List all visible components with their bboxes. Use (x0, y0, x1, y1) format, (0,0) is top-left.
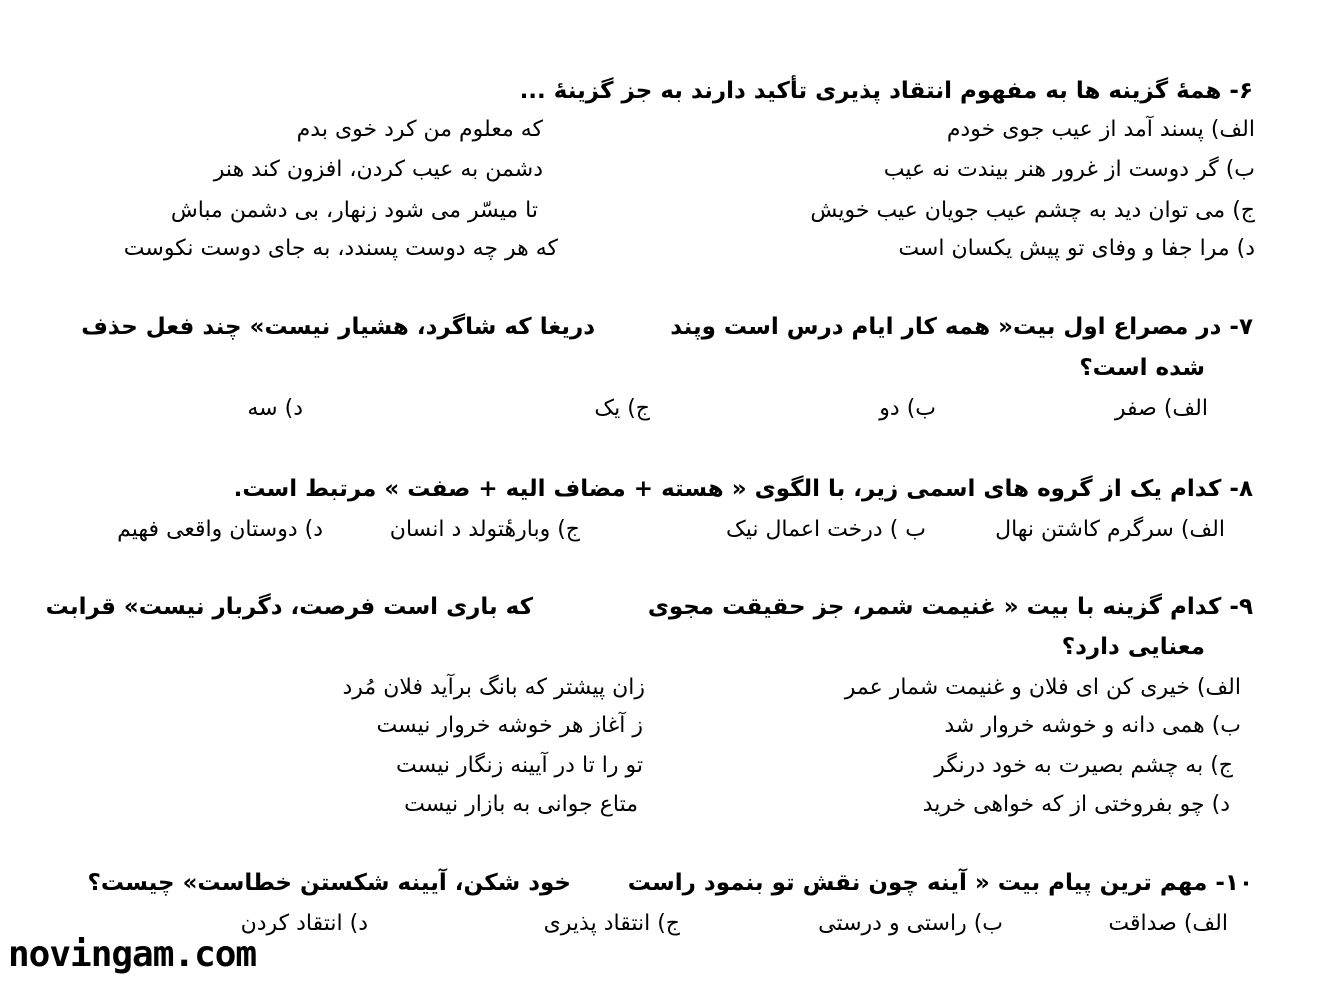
q10-option-c: ج) انتقاد پذیری (543, 911, 680, 936)
q6-stem: ۶- همهٔ گزینه ها به مفهوم انتقاد پذیری تأکید دارند به جز گزینهٔ ... (519, 78, 1253, 104)
q10-option-b: ب) راستی و درستی (818, 911, 1003, 936)
q6-option-a-second: که معلوم من کرد خوی بدم (296, 117, 543, 142)
q6-option-a-first: الف) پسند آمد از عیب جوی خودم (946, 117, 1255, 142)
q9-stem-continued: معنایی دارد؟ (1061, 634, 1205, 660)
q7-stem-continued: شده است؟ (1079, 355, 1205, 381)
q9-option-a-first: الف) خیری کن ای فلان و غنیمت شمار عمر (844, 675, 1241, 700)
q6-option-b-second: دشمن به عیب کردن، افزون کند هنر (213, 157, 543, 182)
q7-option-b: ب) دو (879, 396, 936, 421)
q7-stem-second: دریغا که شاگرد، هشیار نیست» چند فعل حذف (81, 314, 595, 340)
q9-option-c-first: ج) به چشم بصیرت به خود درنگر (934, 753, 1233, 778)
q6-option-d-second: که هر چه دوست پسندد، به جای دوست نکوست (123, 236, 558, 261)
q6-option-b-first: ب) گر دوست از غرور هنر بیندت نه عیب (883, 157, 1255, 182)
q7-stem-first: ۷- در مصراع اول بیت« همه کار ایام درس است وپند (670, 314, 1253, 340)
q7-option-a: الف) صفر (1114, 396, 1208, 421)
q7-option-d: د) سه (247, 396, 303, 421)
q10-stem-first: ۱۰- مهم ترین پیام بیت « آینه چون نقش تو بنمود راست (627, 870, 1253, 896)
q8-option-c: ج) وبارهٔتولد د انسان (389, 517, 580, 542)
q10-stem-second: خود شکن، آیینه شکستن خطاست» چیست؟ (87, 870, 571, 896)
q8-option-b: ب ) درخت اعمال نیک (726, 517, 926, 542)
q9-option-b-first: ب) همی دانه و خوشه خروار شد (944, 713, 1241, 738)
q9-option-d-first: د) چو بفروختی از که خواهی خرید (922, 792, 1230, 817)
q9-stem-second: که باری است فرصت، دگربار نیست» قرابت (45, 594, 533, 620)
q9-stem-first: ۹- کدام گزینه با بیت « غنیمت شمر، جز حقیقت مجوی (647, 594, 1253, 620)
q6-option-c-second: تا میسّر می شود زنهار، بی دشمن مباش (170, 198, 538, 223)
q6-option-c-first: ج) می توان دید به چشم عیب جویان عیب خویش (810, 198, 1255, 223)
watermark: novingam.com (8, 934, 257, 975)
q9-option-c-second: تو را تا در آیینه زنگار نیست (396, 753, 643, 778)
q9-option-a-second: زان پیشتر که بانگ برآید فلان مُرد (342, 675, 645, 700)
q8-stem: ۸- کدام یک از گروه های اسمی زیر، با الگوی « هسته + مضاف الیه + صفت » مرتبط است. (233, 476, 1253, 502)
q9-option-d-second: متاع جوانی به بازار نیست (404, 792, 638, 817)
q6-option-d-first: د) مرا جفا و وفای تو پیش یکسان است (898, 236, 1255, 261)
q9-option-b-second: ز آغاز هر خوشه خروار نیست (376, 713, 643, 738)
q7-option-c: ج) یک (594, 396, 650, 421)
q10-option-a: الف) صداقت (1108, 911, 1228, 936)
q8-option-d: د) دوستان واقعی فهیم (117, 517, 323, 542)
q10-option-d: د) انتقاد کردن (240, 911, 368, 936)
q8-option-a: الف) سرگرم کاشتن نهال (995, 517, 1225, 542)
